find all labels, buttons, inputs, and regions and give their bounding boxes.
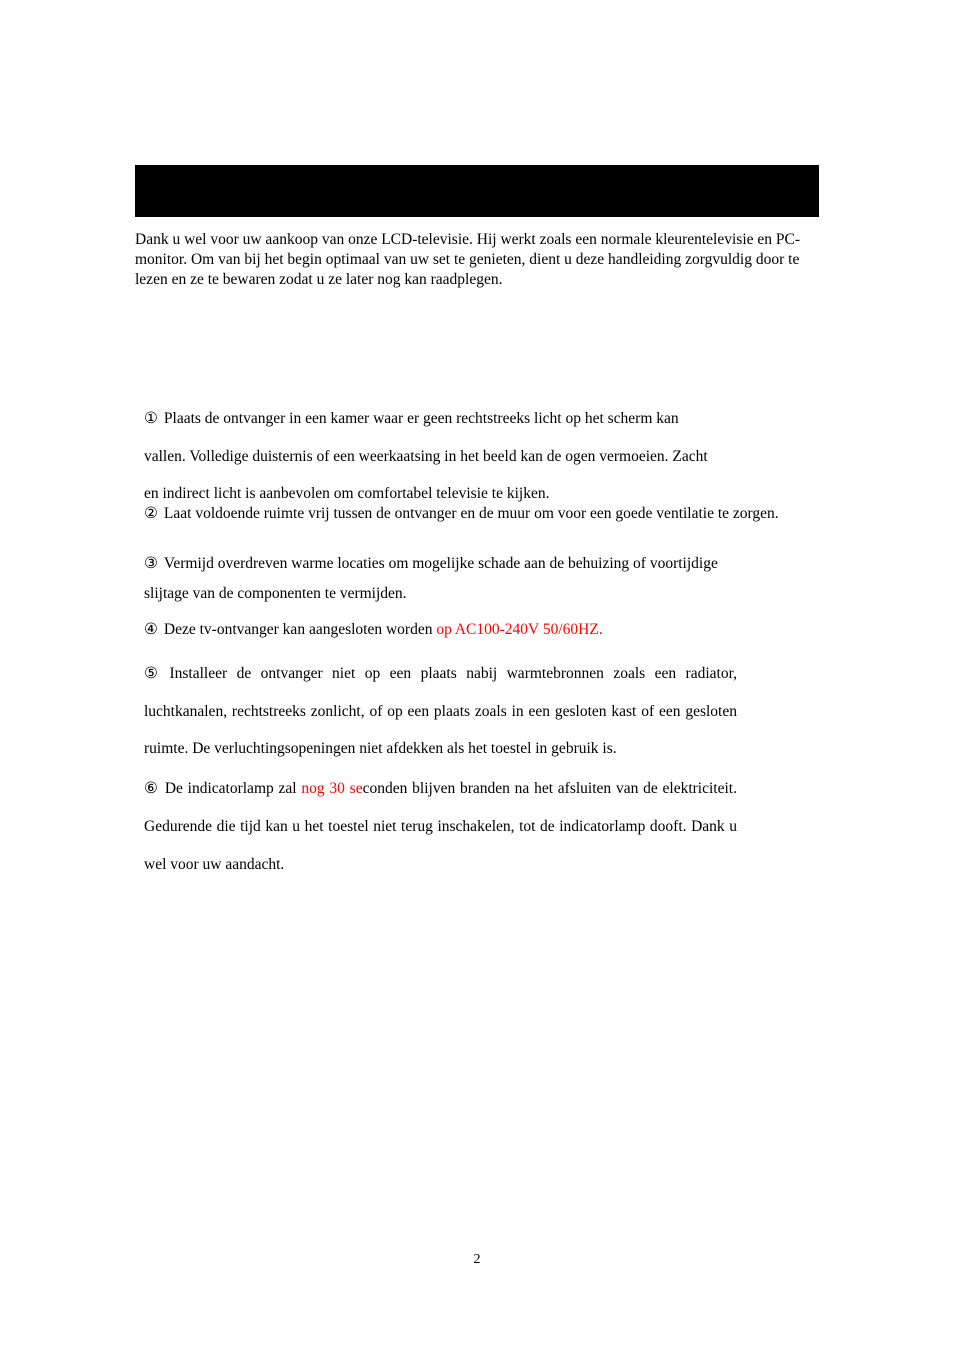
- section-header-bar: [135, 165, 819, 217]
- item-text-6-after: conden blijven branden na het afsluiten van de elektriciteit. Gedurende die tijd kan u het toestel niet terug inschakelen, tot de indicatorlamp dooft. Dank u wel voor uw aandacht.: [144, 780, 737, 873]
- item-number-3: ③: [144, 555, 158, 572]
- item-text-5: Installeer de ontvanger niet op een plaats nabij warmtebronnen zoals een radiator, luchtkanalen, rechtstreeks zonlicht, of op een plaats zoals in een gesloten kast of een gesloten ruimte. De verluchtingsopeningen niet afdekken als het toestel in gebruik is.: [144, 665, 737, 757]
- list-item-2: [144, 504, 794, 524]
- duration-highlight: nog 30 se: [301, 780, 363, 797]
- item-number-6: ⑥: [144, 780, 159, 797]
- voltage-highlight: op AC100-240V 50/60HZ.: [436, 621, 603, 638]
- item-number-1: ①: [144, 410, 158, 427]
- list-item-3: [144, 549, 724, 609]
- item-text-4: Deze tv-ontvanger kan aangesloten worden: [163, 621, 437, 638]
- item-number-4: ④: [144, 621, 158, 638]
- item-number-5: ⑤: [144, 665, 164, 682]
- list-item-6: [144, 770, 737, 884]
- list-item-1: [144, 400, 724, 513]
- item-text-6-before: De indicatorlamp zal: [164, 780, 302, 797]
- item-text-3: Vermijd overdreven warme locaties om mogelijke schade aan de behuizing of voortijdige slijtage van de componenten te vermijden.: [144, 555, 718, 602]
- list-item-4: [144, 618, 784, 642]
- item-text-2: Laat voldoende ruimte vrij tussen de ontvanger en de muur om voor een goede ventilatie te zorgen.: [163, 505, 779, 522]
- item-number-2: ②: [144, 505, 158, 522]
- intro-paragraph: Dank u wel voor uw aankoop van onze LCD-televisie. Hij werkt zoals een normale kleurentelevisie en PC-monitor. Om van bij het begin optimaal van uw set te genieten, dient u deze handleiding zorgvuldig door te lezen en ze te bewaren zodat u ze later nog kan raadplegen.: [135, 231, 801, 288]
- item-text-1: Plaats de ontvanger in een kamer waar er geen rechtstreeks licht op het scherm kan vallen. Volledige duisternis of een weerkaatsing in het beeld kan de ogen vermoeien. Zacht en indirect licht is aanbevolen om comfortabel televisie te kijken.: [144, 410, 708, 502]
- list-item-5: [144, 655, 737, 768]
- page-number: 2: [473, 1252, 481, 1267]
